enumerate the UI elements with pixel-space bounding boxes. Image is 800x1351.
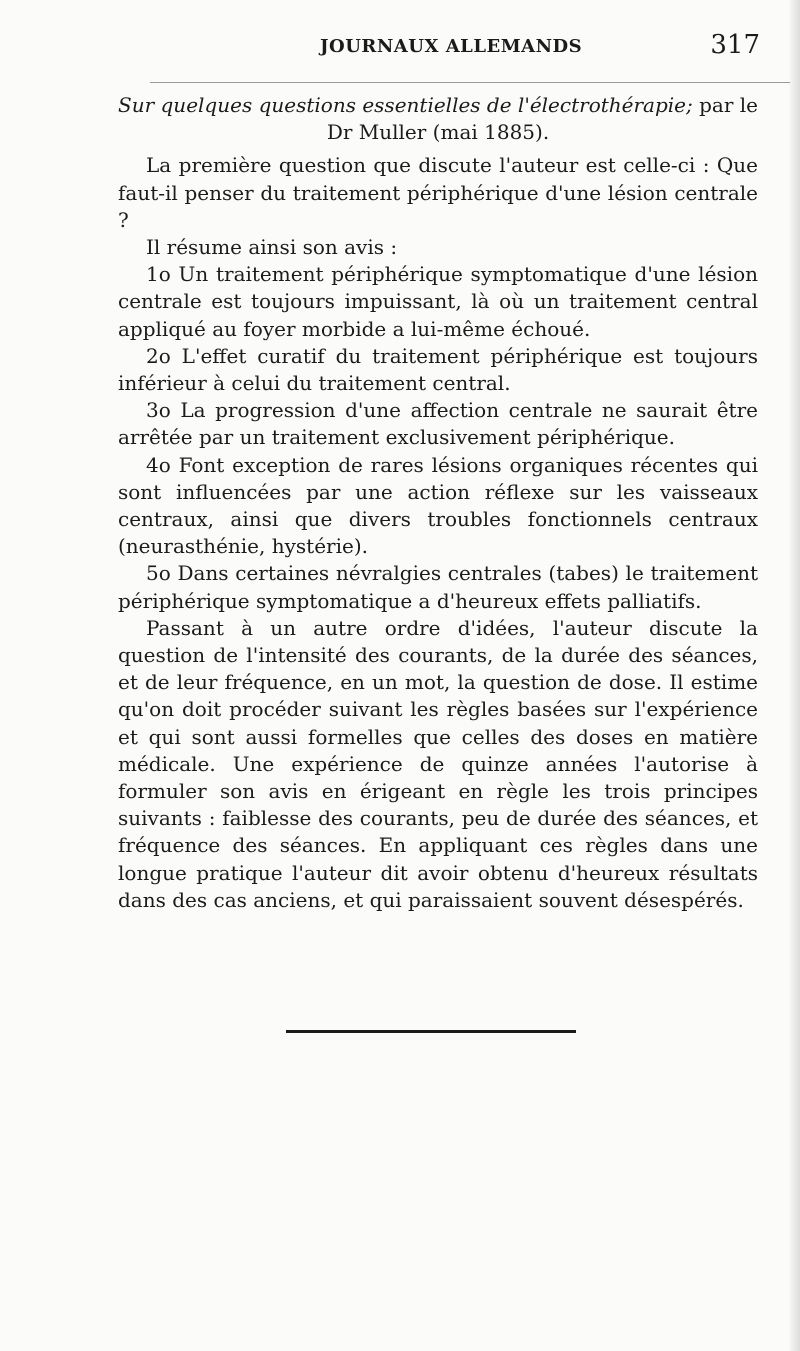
paragraph: Passant à un autre ordre d'idées, l'auteur discute la question de l'intensité des courants, de la durée des séances, et de leur fréquence, en un mot, la question de dose. Il estime qu'on doit procéder suivant les règles basées sur l'expérience et qui sont aussi formelles que celles des doses en matière médicale. Une expérience de quinze années l'autorise à formuler son avis en érigeant en règle les trois principes suivants : faiblesse des courants, peu de durée des séances, et fréquence des séances. En appliquant ces règles dans une longue pratique l'auteur dit avoir obtenu d'heureux résultats dans des cas anciens, et qui paraissaient souvent désespérés.: [118, 615, 758, 912]
article-title: [118, 92, 758, 119]
numbered-item: 2o L'effet curatif du traitement périphérique est toujours inférieur à celui du traitement central.: [118, 343, 758, 396]
paragraph: La première question que discute l'auteur est celle-ci : Que faut-il penser du traitement périphérique d'une lésion centrale ?: [118, 153, 758, 232]
paragraph: Il résume ainsi son avis :: [146, 235, 398, 260]
numbered-item: 5o Dans certaines névralgies centrales (tabes) le traitement périphérique symptomatique a d'heureux effets palliatifs.: [118, 561, 758, 613]
closing-rule: [286, 1030, 576, 1033]
page-edge-shadow: [788, 0, 800, 1351]
running-title: JOURNAUX ALLEMANDS: [320, 36, 583, 57]
numbered-item: 4o Font exception de rares lésions organiques récentes qui sont influencées par une action réflexe sur les vaisseaux centraux, ainsi que divers troubles fonctionnels centraux (neurasthénie, hystérie).: [118, 452, 758, 559]
article-body: [118, 92, 758, 914]
numbered-item: 3o La progression d'une affection centrale ne saurait être arrêtée par un traitement exclusivement périphérique.: [118, 398, 758, 450]
page-header: [100, 30, 760, 70]
numbered-item: 1o Un traitement périphérique symptomatique d'une lésion centrale est toujours impuissant, là où un traitement central appliqué au foyer morbide a lui-même échoué.: [118, 262, 758, 341]
page-number: 317: [710, 30, 760, 60]
header-rule: [150, 82, 790, 83]
article-byline: Dr Muller (mai 1885).: [326, 120, 550, 145]
reverse-page-bleed-through: [100, 940, 780, 1240]
article-title-italic: Sur quelques questions essentielles de l'électrothérapie;: [118, 93, 693, 117]
article-title-suffix: par le: [692, 93, 758, 117]
